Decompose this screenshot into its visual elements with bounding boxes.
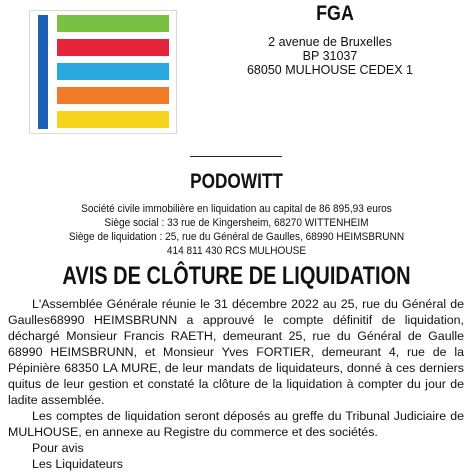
closing-for-notice: Pour avis [32,441,84,455]
address-line-3: 68050 MULHOUSE CEDEX 1 [246,63,414,77]
logo-cyan-stripe [57,63,169,80]
entity-liquidation-office: Siège de liquidation : 25, rue du Général de Gaulles, 68990 HEIMSBRUNN [68,231,405,243]
address-line-2: BP 31037 [302,49,358,63]
logo-yellow-stripe [57,111,169,128]
address-line-1: 2 avenue de Bruxelles [268,35,392,49]
notice-paragraph-1: L'Assemblée Générale réunie le 31 décembre 2022 au 25, rue du Général de Gaulles68990 HEIMSBRUNN a approuvé le compte définitif de liquidation, déchargé Monsieur Francis RAETH, demeurant 25, rue du Général de Gaulle 68990 HEIMSBRUNN, et Monsieur Yves FORTIER, demeurant 4, rue de la Pépinière 68350 LA MURE, de leur mandats de liquidateurs, donné à ces derniers quitus de leur gestion et constaté la clôture de la liquidation à compter du jour de ladite assemblée. [8,297,464,407]
company-name: FGA [316,2,354,25]
notice-body [8,296,464,472]
notice-paragraph-2: Les comptes de liquidation seront déposés au greffe du Tribunal Judiciaire de MULHOUSE, en annexe au Registre du commerce et des sociétés. [8,409,464,439]
logo-green-stripe [57,15,169,32]
divider [190,156,282,157]
notice-title: AVIS DE CLÔTURE DE LIQUIDATION [62,262,411,290]
company-logo [29,10,177,134]
entity-registered-office: Siège social : 33 rue de Kingersheim, 68270 WITTENHEIM [104,217,369,229]
entity-name: PODOWITT [190,170,283,193]
entity-capital: Société civile immobilière en liquidation au capital de 86 895,93 euros [81,203,392,215]
logo-orange-stripe [57,87,169,104]
closing-signatories: Les Liquidateurs [32,457,123,471]
logo-blue-bar [38,15,48,129]
entity-rcs: 414 811 430 RCS MULHOUSE [166,245,307,257]
logo-red-stripe [57,39,169,56]
